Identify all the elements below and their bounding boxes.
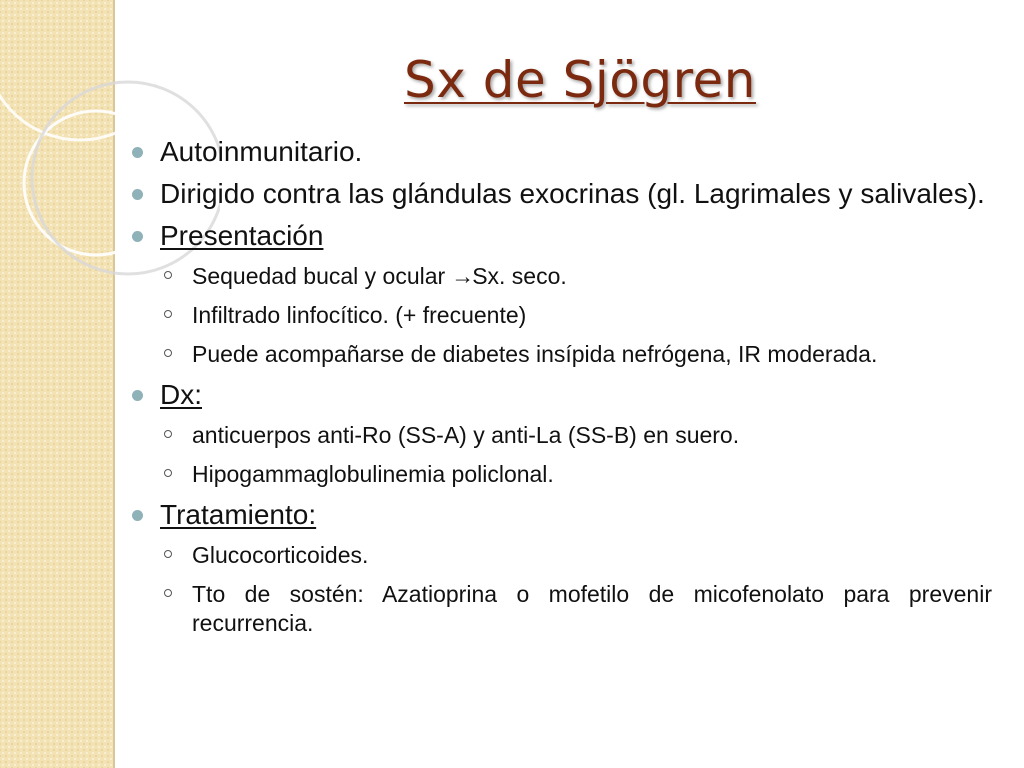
sub-bullet-tto-sosten (130, 580, 992, 638)
bullet-item-dirigido (130, 178, 992, 210)
filled-circle-bullet-icon (132, 390, 143, 401)
section-heading-tratamiento (130, 499, 992, 531)
bullet-text: Autoinmunitario. (160, 136, 363, 167)
hollow-circle-bullet-icon (164, 589, 172, 597)
bullet-list (130, 136, 992, 648)
bullet-item-autoinmunitario (130, 136, 992, 168)
sub-bullet-diabetes (130, 340, 992, 369)
hollow-circle-bullet-icon (164, 550, 172, 558)
slide-title: Sx de Sjögren (404, 51, 756, 109)
sub-bullet-infiltrado (130, 301, 992, 330)
sub-bullet-text: Sequedad bucal y ocular (192, 263, 446, 289)
sub-bullet-text: Hipogammaglobulinemia policlonal. (192, 461, 554, 487)
right-arrow-icon: → (451, 263, 475, 289)
sub-bullet-glucocorticoides (130, 541, 992, 570)
sub-bullet-text: Puede acompañarse de diabetes insípida nefrógena, IR moderada. (192, 341, 878, 367)
sub-bullet-text: Infiltrado linfocítico. (+ frecuente) (192, 302, 527, 328)
section-heading-presentacion (130, 220, 992, 252)
filled-circle-bullet-icon (132, 147, 143, 158)
hollow-circle-bullet-icon (164, 469, 172, 477)
filled-circle-bullet-icon (132, 189, 143, 200)
hollow-circle-bullet-icon (164, 349, 172, 357)
sub-bullet-text: Tto de sostén: Azatioprina o mofetilo de micofenolato para prevenir recurrencia. (192, 581, 992, 636)
section-heading-text: Presentación (160, 220, 324, 251)
sub-bullet-text-after-arrow: Sx. seco. (472, 263, 567, 289)
sub-bullet-sequedad (130, 262, 992, 291)
section-heading-text: Tratamiento: (160, 499, 317, 530)
hollow-circle-bullet-icon (164, 430, 172, 438)
filled-circle-bullet-icon (132, 510, 143, 521)
sub-bullet-text: Glucocorticoides. (192, 542, 369, 568)
bullet-text: Dirigido contra las glándulas exocrinas (gl. Lagrimales y salivales). (160, 178, 985, 209)
section-heading-dx (130, 379, 992, 411)
filled-circle-bullet-icon (132, 231, 143, 242)
sub-bullet-anticuerpos (130, 421, 992, 450)
sub-bullet-text: anticuerpos anti-Ro (SS-A) y anti-La (SS-B) en suero. (192, 422, 740, 448)
hollow-circle-bullet-icon (164, 310, 172, 318)
section-heading-text: Dx: (160, 379, 202, 410)
sub-bullet-hipogammaglobulinemia (130, 460, 992, 489)
hollow-circle-bullet-icon (164, 271, 172, 279)
